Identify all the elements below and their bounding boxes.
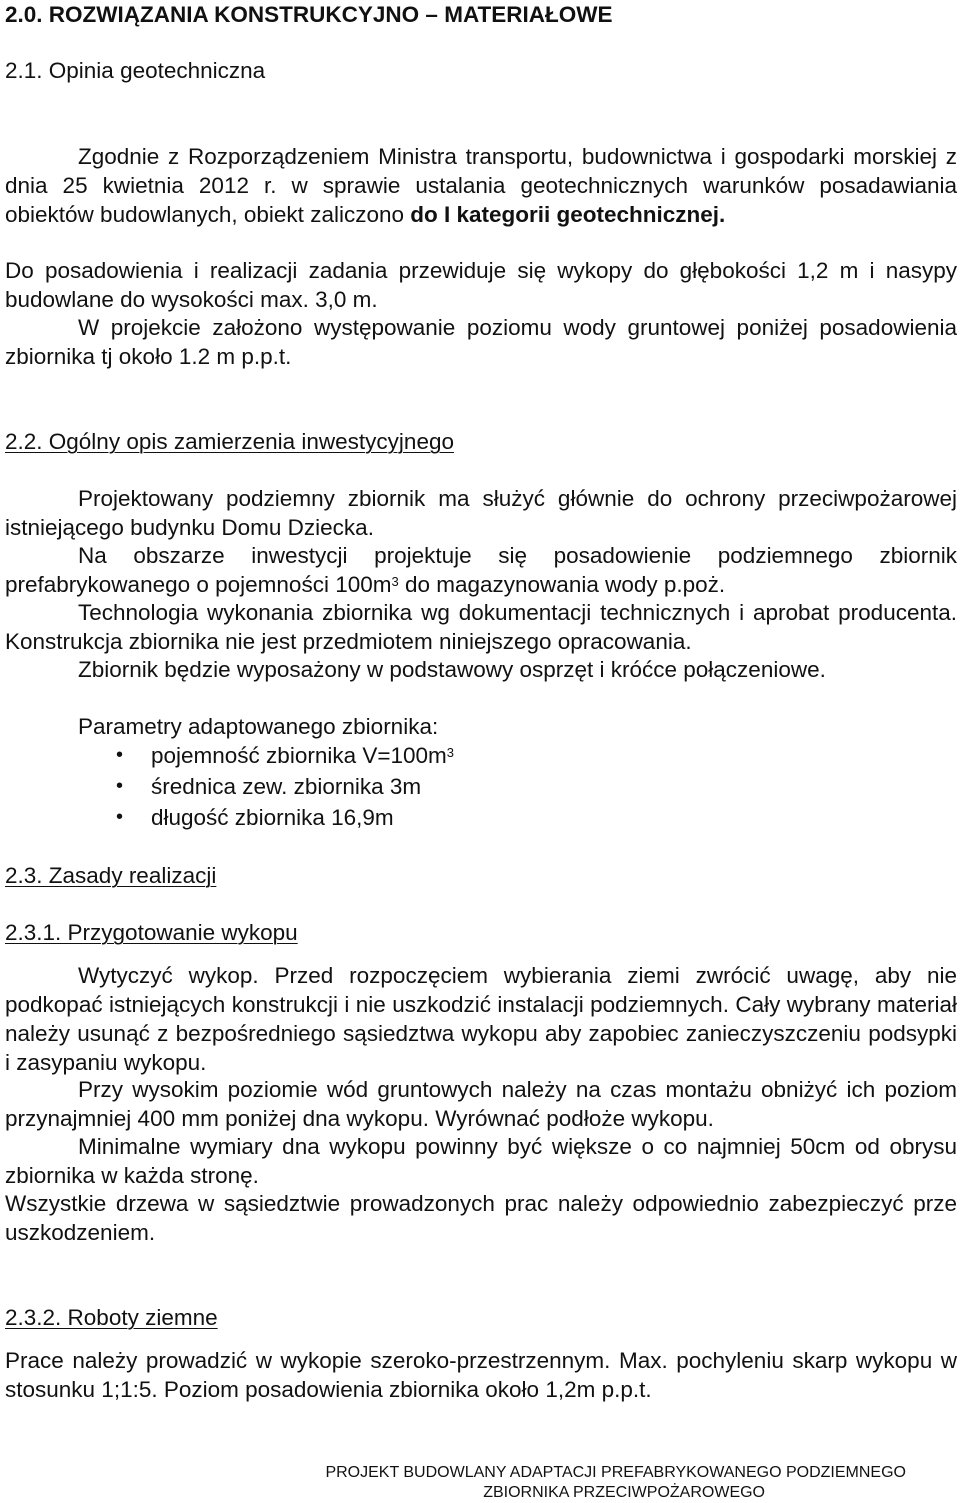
main-heading: 2.0. ROZWIĄZANIA KONSTRUKCYJNO – MATERIAŁOWE — [5, 2, 613, 27]
section-2-2-paragraph-2: Na obszarze inwestycji projektuje się posadowienie podziemnego zbiornik prefabrykowanego o pojemności $100m^3$ do magazynowania wody p.poż. — [5, 543, 957, 597]
section-2-3-2-paragraph-1: Prace należy prowadzić w wykopie szeroko-przestrzennym. Max. pochyleniu skarp wykopu w stosunku 1;1:5. Poziom posadowienia zbiornika około 1,2m p.p.t. — [5, 1348, 957, 1402]
list-item: • pojemność zbiornika $V=100m^3$ — [116, 743, 455, 768]
section-2-2-paragraph-4: Zbiornik będzie wyposażony w podstawowy osprzęt i króćce połączeniowe. — [78, 657, 826, 682]
section-2-3-1-paragraph-4: Wszystkie drzewa w sąsiedztwie prowadzonych prac należy odpowiednio zabezpieczyć prze uszkodzeniem. — [5, 1191, 957, 1245]
section-2-2-heading: 2.2. Ogólny opis zamierzenia inwestycyjnego — [5, 429, 454, 454]
parameters-list — [5, 741, 957, 834]
section-2-3-1-heading: 2.3.1. Przygotowanie wykopu — [5, 920, 298, 945]
bullet-icon: • — [116, 806, 124, 828]
section-2-2-paragraph-1: Projektowany podziemny zbiornik ma służyć głównie do ochrony przeciwpożarowej istniejącego budynku Domu Dziecka. — [5, 486, 957, 540]
bullet-icon: • — [116, 744, 124, 766]
footer-line-1: PROJEKT BUDOWLANY ADAPTACJI PREFABRYKOWANEGO PODZIEMNEGO — [325, 1464, 906, 1481]
superscript: 3 — [391, 574, 399, 589]
section-2-3-heading: 2.3. Zasady realizacji — [5, 863, 217, 888]
section-2-3-2-heading: 2.3.2. Roboty ziemne — [5, 1305, 218, 1330]
category-emphasis: do I kategorii geotechnicznej. — [410, 202, 726, 227]
section-2-1-paragraph-2: Do posadowienia i realizacji zadania przewiduje się wykopy do głębokości 1,2 m i nasypy budowlane do wysokości max. 3,0 m. — [5, 258, 957, 312]
footer-line-2: ZBIORNIKA PRZECIWPOŻAROWEGO — [483, 1484, 765, 1501]
paragraph-text: Zgodnie z Rozporządzeniem Ministra transportu, budownictwa i gospodarki morskiej z dnia 25 kwietnia 2012 r. w sprawie ustalania geotechnicznych warunków posadawiania obiektów budowlanych, obiekt zaliczono — [5, 144, 957, 227]
parameters-label: Parametry adaptowanego zbiornika: — [78, 714, 439, 739]
list-item: • długość zbiornika 16,9m — [116, 805, 394, 830]
section-2-1-paragraph-3: W projekcie założono występowanie poziomu wody gruntowej poniżej posadowienia zbiornika tj około 1.2 m p.p.t. — [5, 315, 957, 369]
list-item: • średnica zew. zbiornika 3m — [116, 774, 422, 799]
bullet-icon: • — [116, 775, 124, 797]
section-2-2-paragraph-3: Technologia wykonania zbiornika wg dokumentacji technicznych i aprobat producenta. Konstrukcja zbiornika nie jest przedmiotem niniejszego opracowania. — [5, 600, 957, 654]
superscript: 3 — [446, 745, 455, 760]
section-2-1-paragraph-1 — [5, 142, 957, 229]
section-2-3-1-paragraph-3: Minimalne wymiary dna wykopu powinny być większe o co najmniej 50cm od obrysu zbiornika w każda stronę. — [5, 1134, 957, 1188]
section-2-1-heading: 2.1. Opinia geotechniczna — [5, 58, 266, 83]
section-2-3-1-paragraph-1: Wytyczyć wykop. Przed rozpoczęciem wybierania ziemi zwrócić uwagę, aby nie podkopać istniejących konstrukcji i nie uszkodzić instalacji podziemnych. Cały wybrany materiał należy usunąć z bezpośredniego sąsiedztwa wykopu aby zapobiec zanieczyszczeniu podsypki i zasypaniu wykopu. — [5, 963, 957, 1075]
section-2-3-1-paragraph-2: Przy wysokim poziomie wód gruntowych należy na czas montażu obniżyć ich poziom przynajmniej 400 mm poniżej dna wykopu. Wyrównać podłoże wykopu. — [5, 1077, 957, 1131]
